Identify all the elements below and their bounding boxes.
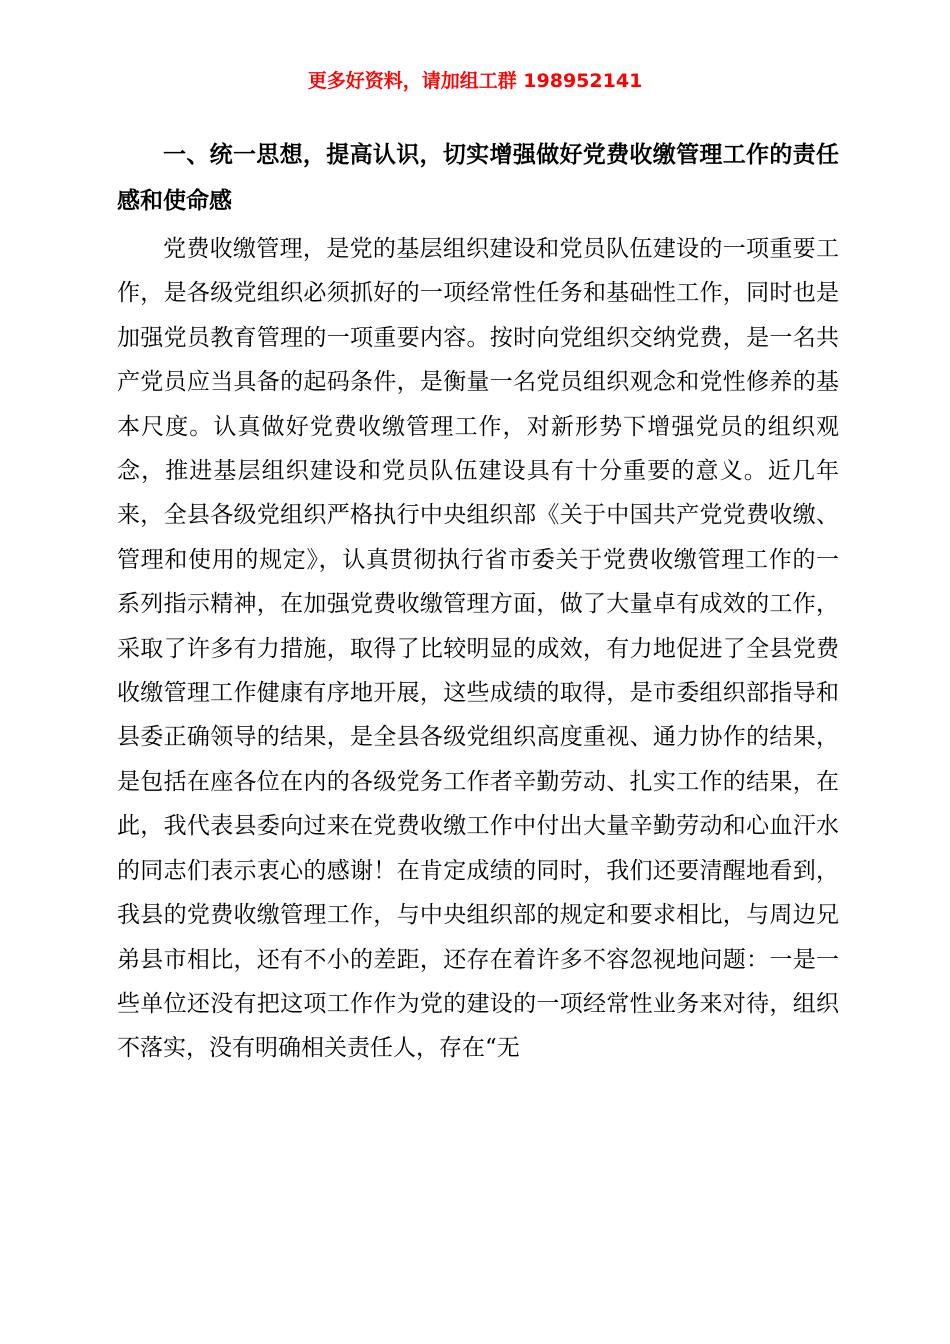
- section-heading: 一、统一思想，提高认识，切实增强做好党费收缴管理工作的责任感和使命感: [117, 142, 839, 214]
- body-paragraph: 党费收缴管理，是党的基层组织建设和党员队伍建设的一项重要工作，是各级党组织必须抓好的一项经常性任务和基础性工作，同时也是加强党员教育管理的一项重要内容。按时向党组织交纳党费，是一名共产党员应当具备的起码条件，是衡量一名党员组织观念和党性修养的基本尺度。认真做好党费收缴管理工作，对新形势下增强党员的组织观念，推进基层组织建设和党员队伍建设具有十分重要的意义。近几年来，全县各级党组织严格执行中央组织部《关于中国共产党党费收缴、管理和使用的规定》，认真贯彻执行省市委关于党费收缴管理工作的一系列指示精神，在加强党费收缴管理方面，做了大量卓有成效的工作，采取了许多有力措施，取得了比较明显的成效，有力地促进了全县党费收缴管理工作健康有序地开展，这些成绩的取得，是市委组织部指导和县委正确领导的结果，是全县各级党组织高度重视、通力协作的结果，是包括在座各位在内的各级党务工作者辛勤劳动、扎实工作的结果，在此，我代表县委向过来在党费收缴工作中付出大量辛勤劳动和心血汗水的同志们表示衷心的感谢！在肯定成绩的同时，我们还要清醒地看到，我县的党费收缴管理工作，与中央组织部的规定和要求相比，与周边兄弟县市相比，还有不小的差距，还存在着许多不容忽视地问题：一是一些单位还没有把这项工作作为党的建设的一项经常性业务来对待，组织不落实，没有明确相关责任人，存在“无: [117, 236, 839, 1062]
- promo-banner: 更多好资料，请加组工群 198952141: [307, 70, 643, 92]
